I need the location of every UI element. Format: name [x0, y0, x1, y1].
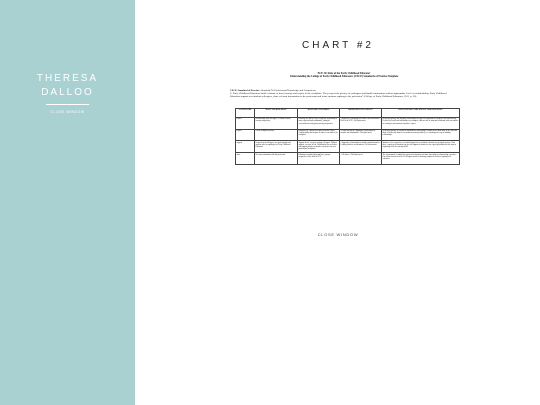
table-cell: Support & care everyone getting colleagues. Without support, everyone is lost, collaboration for each other and support provides a positive experience into new professional workplace. — [298, 141, 340, 153]
table-row — [236, 141, 460, 153]
table-cell: respect — [236, 117, 255, 129]
standard-text: Standard IV: Professional Knowledge and Competence — [261, 89, 317, 92]
table-row — [236, 129, 460, 141]
table-cell: Students or less experience you should support to new/student educators for giving them more. With these, experienced educators can give the support to themselves for a growing and provide the steps in improving all of the entering fields. — [382, 141, 460, 153]
table-cell: Relevant information with the profession. — [255, 153, 298, 165]
document-heading: ECE 221 Role of the Early Childhood Educator — [317, 72, 371, 75]
sidebar — [0, 0, 135, 405]
table-cell: The environment is enabled by experienced educators can share knowledge to acknowledge a positive. Good share known in field of Colleagues useful for learning component for those aspiring to be educators. — [382, 153, 460, 165]
table-cell: Respecting privacy and building relationships/colleagues are important as children's trust and honesty. It's also key to pick and collaborate to be adaptive, than are able to trust and collaborate with our families in creating an environment of positive respect. — [382, 117, 460, 129]
author-name-first: THERESA — [36, 73, 99, 84]
author-name-last: DALLOO — [41, 87, 94, 98]
standard-label: CECE Standard of Practice: — [230, 89, 261, 92]
close-window-button[interactable]: CLOSE WINDOW — [317, 232, 359, 237]
table-cell: Relationships with colleagues. A climate of trust, honesty and privacy. — [255, 117, 298, 129]
table-cell: respect — [236, 129, 255, 141]
page-title: CHART #2 — [302, 40, 374, 51]
document-subheading: Understanding the College of Early Childhood Educators (CECE) Standards of Practice Template — [289, 75, 399, 78]
table-header-cell: ACTION VERB — [236, 109, 255, 118]
table-cell: support — [236, 141, 255, 153]
table-cell: • Health and safety • Supportive relationships in families and information • Field placement — [340, 129, 382, 141]
table-cell: Educators are expected to respect & restore ethics. Confidentiality and respect of others is essential to the workplace. — [298, 129, 340, 141]
table-header-cell: WHAT AND WHO WHEN — [255, 109, 298, 118]
table-cell: share — [236, 153, 255, 165]
table-cell: Inexperienced colleagues, new professionals and students who are aspiring to be Early Childhood Educators. — [255, 141, 298, 153]
table-header-cell: WHAT DOES ITS LOOKS? — [298, 109, 340, 118]
table-cell: • Supportive relationships in families and information • Role of the ECE • Field placement — [340, 117, 382, 129]
document-image — [229, 66, 459, 198]
standard-body: C. Early Childhood Educators build a climate of trust, honesty and respect in the workplace. They respect the privacy of colleagues and handle information with an appropriate level of confidentiality. Early Childhood Educators support new/student colleagues, share relevant information to the profession and foster mentors aspiring to the profession" (College of Early Childhood Educators, 2011, p. 20). — [230, 92, 447, 99]
table-header-row — [236, 109, 460, 118]
table-cell: Respecting privacy is essential to maintain the relationships. Trusting leaves them more to feel safe and share, because they trust the environment created positively, we encourage the way to building relationships. — [382, 129, 460, 141]
standard-paragraph — [230, 89, 456, 99]
table-header-cell: WHERE DID YOU LEARN IT? — [340, 109, 382, 118]
sidebar-close-window-link[interactable]: CLOSE WINDOW — [50, 110, 85, 114]
table-cell: • All classes • Field placement — [340, 153, 382, 165]
table-row — [236, 153, 460, 165]
table-cell: • Supportive relationships in families and information • Leading inclusive environments • Field placement — [340, 141, 382, 153]
table-cell: Create workplace privacy. — [255, 129, 298, 141]
table-row — [236, 117, 460, 129]
sidebar-divider — [46, 104, 89, 105]
table-cell: Educators can share/ideas and have a proper perspective of the field of ECE. — [298, 153, 340, 165]
table-header-cell: WHAT THE DOES THIS WHAT IS YOUR RESPONSE? — [382, 109, 460, 118]
table-cell: Ensuring sure that we have a trust able relationship of trust, respectful and confidential, letting the conversation be truly given privacy perspective. — [298, 117, 340, 129]
standards-table — [235, 108, 460, 165]
